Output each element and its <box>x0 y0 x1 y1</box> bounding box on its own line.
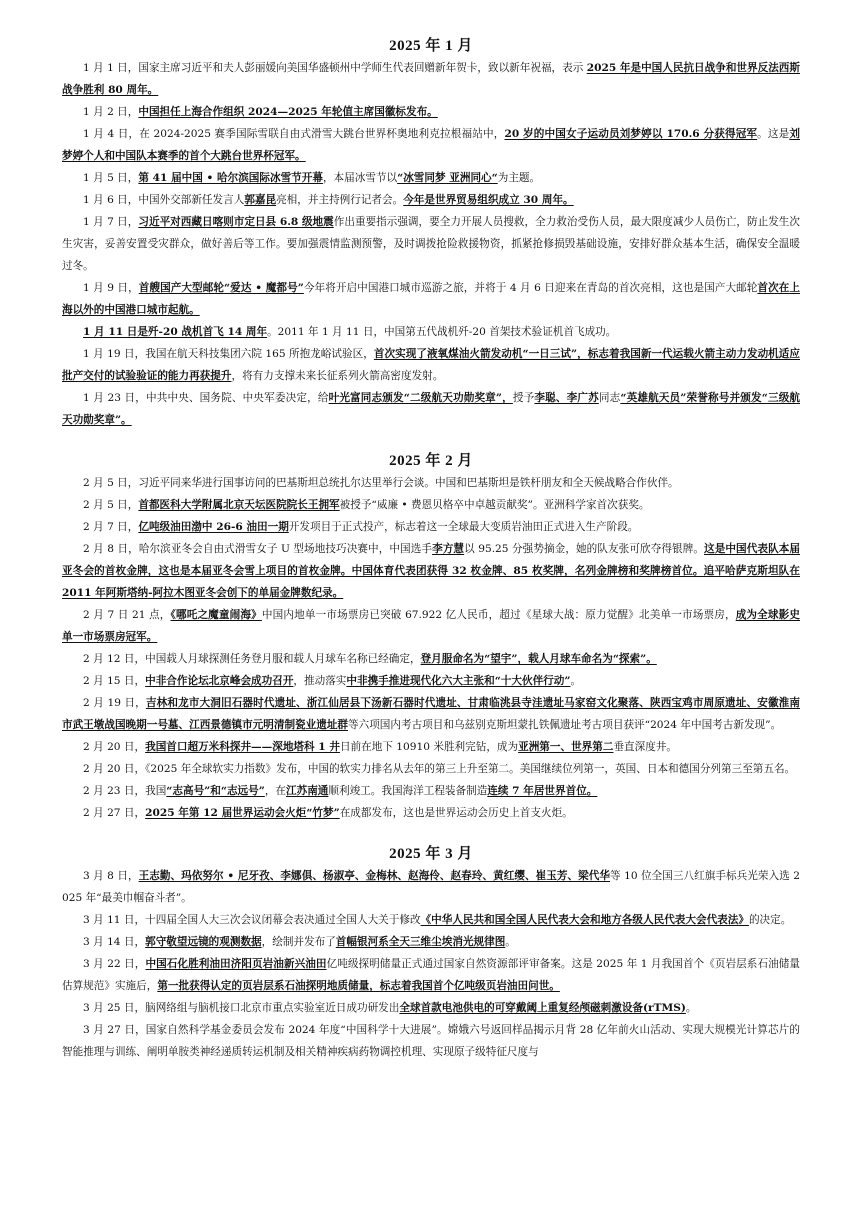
entry-text: 等 10 位全国三八红旗手标兵光荣入选 2025 年“最美巾帼奋斗者”。 <box>62 870 800 904</box>
entry-text: 。2011 年 1 月 11 日，中国第五代战机歼-20 首架技术验证机首飞成功。 <box>267 326 617 338</box>
highlighted-text: 全球首款电池供电的可穿戴阈上重复经颅磁刺激设备(rTMS) <box>399 1002 686 1014</box>
entry-text: 作出重要指示强调， <box>333 216 430 228</box>
highlighted-text: 习近平对西藏日喀则市定日县 6.8 级地震 <box>138 216 334 228</box>
entry-text: 为主题。 <box>497 172 541 184</box>
entry-text: ，在 <box>264 785 287 797</box>
entry-text: 中国和巴基斯坦是铁杆朋友和全天候战略合作伙伴。 <box>435 477 679 489</box>
entry-text: 1 月 1 日，国家主席习近平和夫人彭丽媛向美国华盛顿州中学师生代表回赠新年贺卡，致以新年祝福，表示 <box>83 62 587 74</box>
event-entry <box>62 472 800 494</box>
highlighted-text: 首都医科大学附属北京天坛医院院长王拥军 <box>138 499 340 511</box>
entry-text: 2 月 27 日， <box>83 807 146 819</box>
highlighted-text: 江苏南通 <box>286 785 329 797</box>
event-entry <box>62 953 800 997</box>
event-entry <box>62 758 800 780</box>
highlighted-text: 中国担任上海合作组织 2024—2025 年轮值主席国徽标发布。 <box>138 106 438 118</box>
entry-text: ，推动落实 <box>293 675 347 687</box>
event-entry <box>62 343 800 387</box>
highlighted-text: 中国石化胜利油田济阳页岩油新兴油田 <box>145 958 327 970</box>
entry-text: 以 95.25 分强势摘金，她的队友张可欣夺得银牌。 <box>464 543 705 555</box>
entry-text: ，将有力支撑未来长征系列火箭高密度发射。 <box>231 370 444 382</box>
entry-text: 中国的软实力排名从去年的第三上升至第二。美国继续位列第一，英国、日本和德国分列第三至第五名。 <box>307 763 796 775</box>
entry-text: 嫦娥六号返回样品揭示月背 28 亿年前火山活动、实现大规模光计算芯片的智能推理与训练、阐明单胺类神经递质转运机制及相关精神疾病药物调控机理、实现原子级特征尺度与 <box>62 1024 800 1058</box>
event-entry <box>62 189 800 211</box>
event-entry <box>62 736 800 758</box>
entry-text: 2 月 8 日，哈尔滨亚冬会自由式滑雪女子 U 型场地技巧决赛中，中国选手 <box>83 543 433 555</box>
entry-text: ，绘制并发布了 <box>261 936 336 948</box>
entry-text: 开发项目于正式投产， <box>288 521 395 533</box>
entry-text: 2 月 15 日， <box>83 675 146 687</box>
entry-text: 等六项国内考古项目和乌兹别克斯坦蒙扎铁佩遗址考古项目获评 <box>348 719 645 731</box>
highlighted-text: 亿吨级油田渤中 26-6 油田一期 <box>138 521 289 533</box>
highlighted-text: 第一批获得认定的页岩层系石油探明地质储量，标志着我国首个亿吨级页岩油田问世。 <box>157 980 560 992</box>
event-entry <box>62 211 800 277</box>
entry-text: “2024 年中国考古新发现” <box>644 719 771 731</box>
entry-text: 2 月 23 日，我国 <box>83 785 167 797</box>
event-entry <box>62 604 800 648</box>
highlighted-text: 20 岁的中国女子运动员刘梦婷以 170.6 分获得冠军 <box>504 128 758 140</box>
event-entry <box>62 931 800 953</box>
highlighted-text: 首次在上海以外的中国港口城市起航。 <box>62 282 800 316</box>
highlighted-text: 首艘国产大型邮轮“爱达 • 魔都号” <box>138 282 304 294</box>
highlighted-text: 李聪、李广苏 <box>534 392 599 404</box>
entry-text: 。这是 <box>757 128 790 140</box>
entry-text: 。 <box>570 675 582 687</box>
month-heading: 2025 年 3 月 <box>389 846 473 862</box>
event-entry <box>62 494 800 516</box>
highlighted-text: 首幅银河系全天三维尘埃消光规律图 <box>335 936 506 948</box>
highlighted-text: 郭嘉昆 <box>244 194 277 206</box>
entry-text: 今年将开启中国港口城市巡游之旅，并将于 <box>303 282 510 294</box>
event-entry <box>62 167 800 189</box>
event-entry <box>62 277 800 321</box>
event-entry <box>62 1019 800 1063</box>
entry-text: 被授予“威廉 • 费恩贝格卒中卓越贡献奖”。亚洲科学家首次获奖。 <box>339 499 650 511</box>
event-entry <box>62 997 800 1019</box>
entry-text: 。 <box>685 1002 697 1014</box>
month-heading: 2025 年 2 月 <box>389 453 473 469</box>
highlighted-text: 第 41 届中国 • 哈尔滨国际冰雪节开幕 <box>138 172 323 184</box>
entry-text: 1 月 6 日，中国外交部新任发言人 <box>83 194 245 206</box>
entry-text: 的决定。 <box>748 914 792 926</box>
entry-text: ，这也是国产大邮轮 <box>661 282 758 294</box>
entry-text: 1 月 5 日， <box>83 172 139 184</box>
entry-text: 2 月 7 日 21 点， <box>83 609 171 621</box>
highlighted-text: 叶光富同志颁发“二级航天功勋奖章”， <box>328 392 513 404</box>
entry-text: 1 月 4 日，在 2024-2025 赛季国际雪联自由式滑雪大跳台世界杯奥地利克拉根福站中， <box>83 128 505 140</box>
entry-text: 2 月 5 日， <box>83 499 139 511</box>
entry-text: 2 月 7 日， <box>83 521 139 533</box>
entry-text: 。 <box>505 936 516 948</box>
entry-text: 3 月 14 日， <box>83 936 146 948</box>
entry-text: 2 月 20 日，《2025 年全球软实力指数》发布， <box>83 763 308 775</box>
entry-text: 3 月 22 日， <box>83 958 146 970</box>
event-entry <box>62 516 800 538</box>
entry-text: 米胜利完钻，成为 <box>430 741 519 753</box>
event-entry <box>62 692 800 736</box>
highlighted-text: 吉林和龙市大洞旧石器时代遗址、浙江仙居县下汤新石器时代遗址、甘肃临洮县寺洼遗址马家窑文化聚落、陕西宝鸡市周原遗址、安徽淮南市武王墩战国晚期一号墓、江西景德镇市元明清制瓷业遗址群 <box>62 697 801 731</box>
event-entry <box>62 57 800 101</box>
highlighted-text: “志高号”和“志远号” <box>166 785 265 797</box>
entry-text: 1 月 23 日，中共中央、国务院、中央军委决定，给 <box>83 392 329 404</box>
entry-text: 2 月 20 日， <box>83 741 146 753</box>
entry-text: 要全力开展人员搜救，全力救治受伤人员，最大限度减少人员伤亡，防止发生次生灾害，妥善安置受灾群众，做好善后等工作。要加强震情监测预警，及时调拨抢险救援物资，抓紧抢修损毁基础设施，安排好群众基本生活，确保安全温暖过冬。 <box>62 216 800 272</box>
entry-text: 顺利竣工。我国海洋工程装备制造 <box>328 785 488 797</box>
highlighted-text: 成为全球影史单一市场票房冠军。 <box>62 609 800 643</box>
section-spacer <box>62 431 800 449</box>
highlighted-text: 郭守敬望远镜的观测数据 <box>145 936 262 948</box>
highlighted-text: “冰雪同梦 亚洲同心“ <box>397 172 498 184</box>
event-entry <box>62 321 800 343</box>
entry-text: 亿吨级探明储量正式通过国家自然资源部评审备案。这是 2025 年 1 月我国首个《页岩层系石油储量估算规范》实施后， <box>62 958 801 992</box>
entry-text: 3 月 11 日，十四届全国人大三次会议闭幕会表决通过全国人大关于修改 <box>83 914 421 926</box>
event-entry <box>62 780 800 802</box>
event-entry <box>62 909 800 931</box>
entry-text: 日前在地下 <box>339 741 397 753</box>
highlighted-text: 今年是世界贸易组织成立 30 周年。 <box>403 194 574 206</box>
entry-text: 1 月 19 日，我国在航天科技集团六院 165 所抱龙峪试验区， <box>83 348 374 360</box>
event-entry <box>62 538 800 604</box>
event-entry <box>62 648 800 670</box>
highlighted-text: “英雄航天员”荣誉称号并颁发“三级航天功勋奖章”。 <box>62 392 801 426</box>
entry-text: 2 月 19 日， <box>83 697 146 709</box>
event-entry <box>62 865 800 909</box>
event-entry <box>62 123 800 167</box>
highlighted-text: 《中华人民共和国全国人民代表大会和地方各级人民代表大会代表法》 <box>420 914 749 926</box>
entry-text: 2 月 5 日，习近平同来华进行国事访问的巴基斯坦总统扎尔达里举行会谈。 <box>83 477 435 489</box>
event-entry <box>62 670 800 692</box>
entry-text: 亮相，并主持例行记者会。 <box>276 194 404 206</box>
highlighted-text: 王志勤、玛依努尔 • 尼牙孜、李娜俱、杨淑亭、金梅林、赵海伶、赵春玲、黄红缨、崔玉芳、梁代华 <box>138 870 611 882</box>
highlighted-text: 这是中国代表队本届亚冬会的首枚金牌，这也是本届亚冬会雪上项目的首枚金牌。中国体育代表团获得 32 枚金牌、85 枚奖牌，名列金牌榜和奖牌榜首位。追平哈萨克斯坦队在 2011 年阿斯塔纳-阿拉木图亚冬会创下的单届金牌数纪录。 <box>62 543 801 599</box>
entry-text: 。 <box>770 719 782 731</box>
document-page <box>62 34 800 1063</box>
entry-text: 3 月 8 日， <box>83 870 139 882</box>
highlighted-text: 登月服命名为“望宇”，载人月球车命名为“探索”。 <box>420 653 657 665</box>
entry-text: 同志 <box>598 392 621 404</box>
highlighted-text: 2025 年第 12 届世界运动会火炬“竹梦” <box>145 807 340 819</box>
month-heading: 2025 年 1 月 <box>389 38 473 54</box>
highlighted-text: 2025 年是中国人民抗日战争和世界反法西斯战争胜利 80 周年。 <box>62 62 800 96</box>
entry-text: 2 月 12 日，中国载人月球探测任务登月服和载人月球车名称已经确定， <box>83 653 421 665</box>
section-spacer <box>62 824 800 842</box>
highlighted-text: 刘梦婷个人和中国队本赛季的首个大跳台世界杯冠军。 <box>62 128 800 162</box>
event-entry <box>62 802 800 824</box>
highlighted-text: 我国首口超万米科探井——深地塔科 1 井 <box>145 741 340 753</box>
highlighted-text: 首次实现了液氧煤油火箭发动机“一日三试”，标志着我国新一代运载火箭主动力发动机适应批产交付的试验验证的能力再获提升 <box>62 348 800 382</box>
entry-text: 1 月 7 日， <box>83 216 139 228</box>
entry-text: 垂直深度井。 <box>613 741 678 753</box>
entry-text: 1 月 9 日， <box>83 282 139 294</box>
entry-text: 在成都发布，这也是世界运动会历史上首支火炬。 <box>339 807 573 819</box>
entry-text: 授予 <box>512 392 535 404</box>
entry-text: 1 月 2 日， <box>83 106 139 118</box>
entry-text: 3 月 25 日，脑网络组与脑机接口北京市重点实验室近日成功研发出 <box>83 1002 400 1014</box>
highlighted-text: 中非携手推进现代化六大主张和“十大伙伴行动” <box>346 675 571 687</box>
highlighted-text: 亚洲第一、世界第二 <box>518 741 614 753</box>
entry-text: 10910 <box>396 741 430 753</box>
highlighted-text: 中非合作论坛北京峰会成功召开 <box>145 675 294 687</box>
highlighted-text: 连续 7 年居世界首位。 <box>487 785 598 797</box>
highlighted-text: 1 月 11 日是歼-20 战机首飞 14 周年 <box>83 326 268 338</box>
event-entry <box>62 387 800 431</box>
highlighted-text: 李方慧 <box>432 543 465 555</box>
event-entry <box>62 101 800 123</box>
entry-text: 3 月 27 日，国家自然科学基金委员会发布 2024 年度“中国科学十大进展”。 <box>83 1024 448 1036</box>
entry-text: 4 月 6 日迎来在青岛的首次亮相 <box>509 282 662 294</box>
entry-text: 中国内地单一市场票房已突破 67.922 亿人民币，超过《星球大战：原力觉醒》北美单一市场票房， <box>261 609 736 621</box>
highlighted-text: 《哪吒之魔童闹海》 <box>170 609 262 621</box>
entry-text: 标志着这一全球最大变质岩油田正式进入生产阶段。 <box>394 521 639 533</box>
entry-text: ，本届冰雪节以 <box>322 172 398 184</box>
